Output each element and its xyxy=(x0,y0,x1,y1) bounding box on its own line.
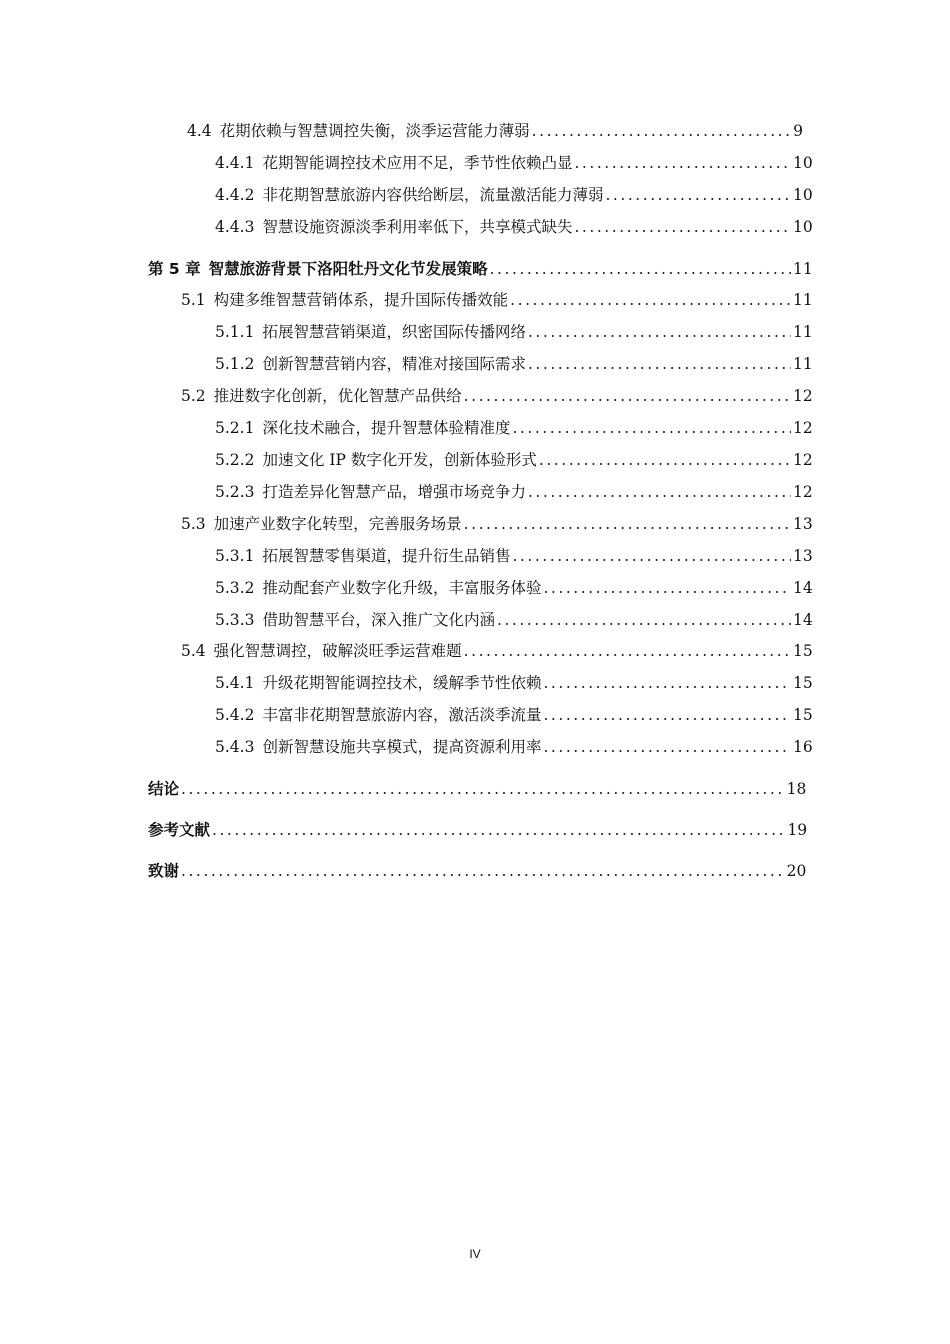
toc-title: 借助智慧平台，深入推广文化内涵 xyxy=(262,611,495,629)
toc-page-number: 15 xyxy=(793,642,813,660)
dot-leader xyxy=(574,153,791,173)
dot-leader xyxy=(464,514,791,534)
toc-entry-chapter-5[interactable] xyxy=(148,259,813,279)
dot-leader xyxy=(528,482,791,502)
toc-page-number: 13 xyxy=(793,515,813,533)
toc-page-number: 14 xyxy=(793,579,813,597)
toc-title: 拓展智慧零售渠道，提升衍生品销售 xyxy=(262,547,511,565)
toc-entry-5-2-1[interactable] xyxy=(215,418,813,438)
toc-entry-5-2-2[interactable] xyxy=(215,450,813,470)
dot-leader xyxy=(510,290,791,310)
page-number-footer: IV xyxy=(469,1247,481,1261)
toc-title: 推动配套产业数字化升级，丰富服务体验 xyxy=(262,579,542,597)
toc-entry-5-4-1[interactable] xyxy=(215,673,813,693)
dot-leader xyxy=(212,820,785,840)
toc-page-number: 11 xyxy=(793,291,813,309)
toc-title: 参考文献 xyxy=(148,821,211,839)
toc-title: 智慧旅游背景下洛阳牡丹文化节发展策略 xyxy=(208,260,488,278)
toc-page-number: 13 xyxy=(793,547,813,565)
toc-number: 5.2 xyxy=(181,387,206,405)
toc-page-number: 14 xyxy=(793,611,813,629)
toc-entry-5-1[interactable] xyxy=(181,290,813,310)
dot-leader xyxy=(512,546,791,566)
toc-number: 5.1.1 xyxy=(215,323,255,341)
dot-leader xyxy=(464,386,791,406)
toc-entry-5-3-2[interactable] xyxy=(215,578,813,598)
toc-number: 5.4.1 xyxy=(215,674,255,692)
toc-number: 第 5 章 xyxy=(148,260,201,278)
toc-entry-5-2[interactable] xyxy=(181,386,813,406)
toc-number: 5.3 xyxy=(181,515,206,533)
toc-title: 拓展智慧营销渠道，织密国际传播网络 xyxy=(262,323,526,341)
toc-title: 加速产业数字化转型，完善服务场景 xyxy=(213,515,462,533)
toc-page-number: 15 xyxy=(793,706,813,724)
toc-number: 4.4.1 xyxy=(215,154,255,172)
dot-leader xyxy=(528,322,791,342)
toc-title: 加速文化 IP 数字化开发，创新体验形式 xyxy=(262,451,537,469)
toc-entry-acknowledgements[interactable] xyxy=(148,861,807,881)
dot-leader xyxy=(539,450,791,470)
toc-page-number: 12 xyxy=(793,419,813,437)
dot-leader xyxy=(543,737,791,757)
toc-number: 5.3.2 xyxy=(215,579,255,597)
toc-title: 升级花期智能调控技术，缓解季节性依赖 xyxy=(262,674,542,692)
toc-page-number: 18 xyxy=(786,780,807,798)
toc-title: 结论 xyxy=(148,780,180,798)
dot-leader xyxy=(543,673,791,693)
toc-number: 5.1 xyxy=(181,291,206,309)
toc-title: 非花期智慧旅游内容供给断层，流量激活能力薄弱 xyxy=(262,186,604,204)
toc-number: 5.1.2 xyxy=(215,355,255,373)
toc-title: 打造差异化智慧产品，增强市场竞争力 xyxy=(262,483,526,501)
toc-title: 花期依赖与智慧调控失衡，淡季运营能力薄弱 xyxy=(219,122,530,140)
toc-entry-5-4-3[interactable] xyxy=(215,737,813,757)
toc-entry-4-4-2[interactable] xyxy=(215,185,813,205)
toc-number: 5.2.2 xyxy=(215,451,255,469)
toc-page-number: 12 xyxy=(793,483,813,501)
toc-title: 致谢 xyxy=(148,862,180,880)
dot-leader xyxy=(464,641,791,661)
dot-leader xyxy=(497,610,791,630)
toc-entry-5-2-3[interactable] xyxy=(215,482,813,502)
toc-entry-5-3[interactable] xyxy=(181,514,813,534)
toc-entry-conclusion[interactable] xyxy=(148,779,807,799)
dot-leader xyxy=(181,779,785,799)
toc-page-number: 16 xyxy=(793,738,813,756)
toc-number: 4.4 xyxy=(187,122,212,140)
dot-leader xyxy=(543,705,791,725)
toc-number: 5.3.1 xyxy=(215,547,255,565)
toc-page-number: 9 xyxy=(793,122,803,140)
dot-leader xyxy=(512,418,791,438)
toc-page-number: 19 xyxy=(787,821,808,839)
toc-entry-4-4-3[interactable] xyxy=(215,217,813,237)
toc-page-number: 15 xyxy=(793,674,813,692)
toc-number: 5.2.3 xyxy=(215,483,255,501)
toc-page-number: 11 xyxy=(793,323,813,341)
toc-title: 花期智能调控技术应用不足，季节性依赖凸显 xyxy=(262,154,573,172)
dot-leader xyxy=(543,578,791,598)
toc-page-number: 12 xyxy=(793,451,813,469)
toc-entry-references[interactable] xyxy=(148,820,808,840)
toc-entry-5-1-1[interactable] xyxy=(215,322,813,342)
toc-entry-4-4-1[interactable] xyxy=(215,153,813,173)
toc-page-number: 11 xyxy=(793,260,813,278)
toc-title: 智慧设施资源淡季利用率低下，共享模式缺失 xyxy=(262,218,573,236)
toc-title: 丰富非花期智慧旅游内容，激活淡季流量 xyxy=(262,706,542,724)
toc-page-number: 20 xyxy=(786,862,807,880)
toc-number: 5.4 xyxy=(181,642,206,660)
toc-title: 深化技术融合，提升智慧体验精准度 xyxy=(262,419,511,437)
toc-title: 强化智慧调控，破解淡旺季运营难题 xyxy=(213,642,462,660)
toc-page-number: 10 xyxy=(793,186,813,204)
dot-leader xyxy=(605,185,791,205)
toc-number: 5.3.3 xyxy=(215,611,255,629)
toc-title: 推进数字化创新，优化智慧产品供给 xyxy=(213,387,462,405)
toc-page-number: 11 xyxy=(793,355,813,373)
toc-entry-5-1-2[interactable] xyxy=(215,354,813,374)
toc-entry-5-4[interactable] xyxy=(181,641,813,661)
toc-number: 5.4.3 xyxy=(215,738,255,756)
toc-number: 5.4.2 xyxy=(215,706,255,724)
toc-page-number: 10 xyxy=(793,154,813,172)
toc-entry-4-4[interactable] xyxy=(187,121,803,141)
toc-entry-5-3-3[interactable] xyxy=(215,610,813,630)
dot-leader xyxy=(181,861,785,881)
toc-title: 构建多维智慧营销体系，提升国际传播效能 xyxy=(213,291,509,309)
dot-leader xyxy=(490,259,791,279)
toc-number: 4.4.3 xyxy=(215,218,255,236)
toc-page-number: 12 xyxy=(793,387,813,405)
dot-leader xyxy=(532,121,791,141)
toc-title: 创新智慧设施共享模式，提高资源利用率 xyxy=(262,738,542,756)
toc-title: 创新智慧营销内容，精准对接国际需求 xyxy=(262,355,526,373)
toc-number: 5.2.1 xyxy=(215,419,255,437)
toc-entry-5-3-1[interactable] xyxy=(215,546,813,566)
toc-page-number: 10 xyxy=(793,218,813,236)
dot-leader xyxy=(574,217,791,237)
toc-number: 4.4.2 xyxy=(215,186,255,204)
toc-entry-5-4-2[interactable] xyxy=(215,705,813,725)
dot-leader xyxy=(528,354,791,374)
